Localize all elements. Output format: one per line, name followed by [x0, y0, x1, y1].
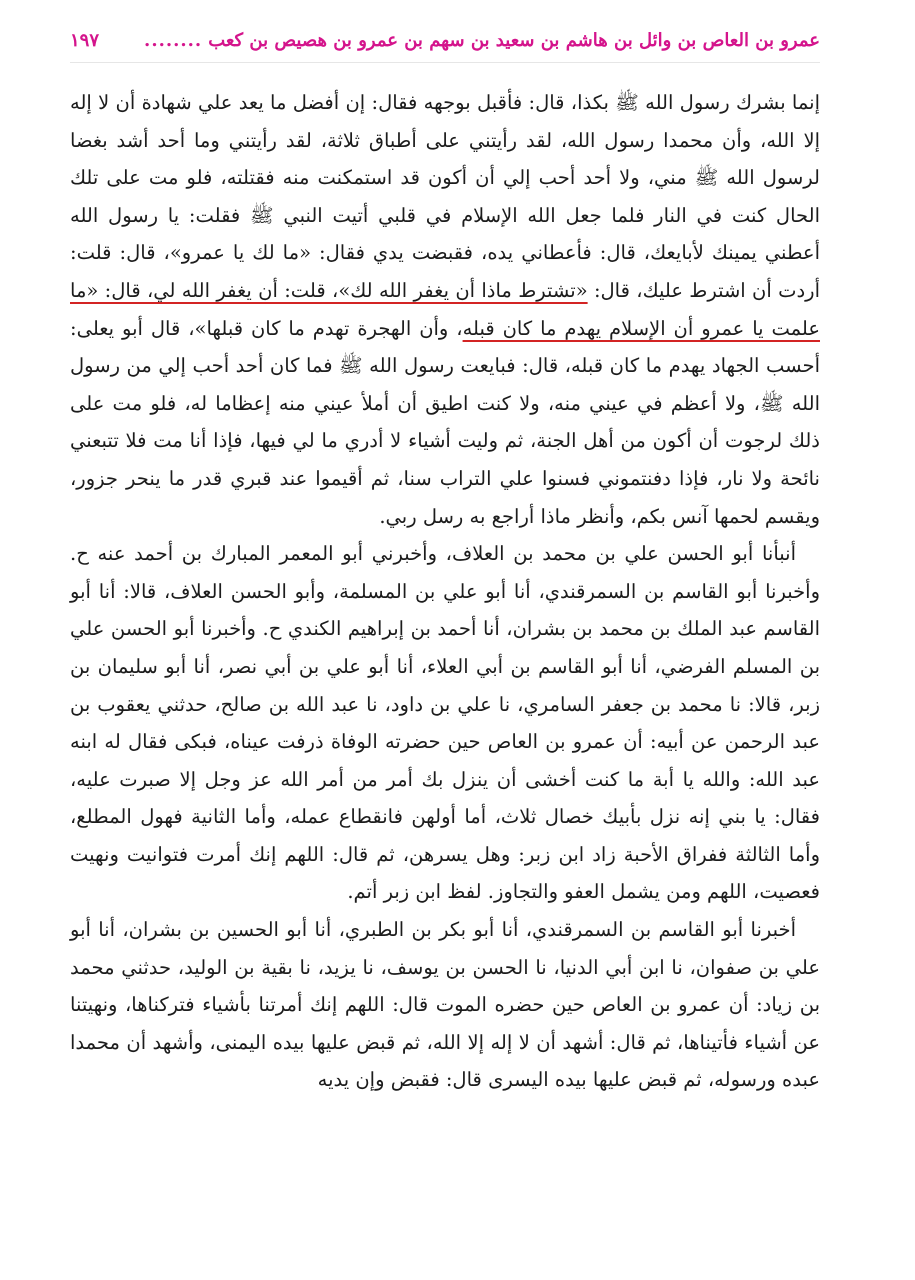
paragraph-1: [70, 84, 820, 535]
running-header: [70, 30, 820, 51]
paragraph-2: أنبأنا أبو الحسن علي بن محمد بن العلاف، وأخبرني أبو المعمر المبارك بن أحمد عنه ح. وأخبرنا أبو القاسم بن السمرقندي، أنا أبو علي بن المسلمة، وأبو الحسن العلاف، قالا: أنا أبو القاسم عبد الملك بن محمد بن بشران، أنا أحمد بن إبراهيم الكندي ح. وأخبرنا أبو الحسن علي بن المسلم الفرضي، أنا أبو القاسم بن أبي العلاء، أنا أبو علي بن أبي نصر، أنا أبو سليمان بن زبر، قالا: نا محمد بن جعفر السامري، نا علي بن داود، نا عبد الله بن صالح، حدثني يعقوب بن عبد الرحمن عن أبيه: أن عمرو بن العاص حين حضرته الوفاة ذرفت عيناه، فبكى فقال له ابنه عبد الله: والله يا أبة ما كنت أخشى أن ينزل بك أمر من أمر الله عز وجل إلا صبرت عليه، فقال: يا بني إنه نزل بأبيك خصال ثلاث، أما أولهن فانقطاع عمله، وأما الثانية فهول المطلع، وأما الثالثة ففراق الأحبة زاد ابن زبر: وهل يسرهن، ثم قال: اللهم إنك أمرت فتوانيت ونهيت فعصيت، اللهم ومن يشمل العفو والتجاوز. لفظ ابن زبر أتم.: [70, 542, 820, 904]
header-dots: ........: [144, 30, 203, 51]
page-number: ١٩٧: [70, 30, 100, 51]
highlighted-hadith: «تشترط ماذا أن يغفر الله لك»، قلت: أن يغفر الله لي، قال: «ما علمت يا عمرو أن الإسلام يهدم ما كان قبله: [70, 278, 820, 340]
body-text: [70, 84, 820, 1099]
paragraph-1-text-after: ، وأن الهجرة تهدم ما كان قبلها»، قال أبو يعلى: أحسب الجهاد يهدم ما كان قبله، قال: فبايعت رسول الله ﷺ فما كان أحد أحب إلي من رسول الله ﷺ، ولا أعظم في عيني منه، ولا كنت اطيق أن أملأ عيني منه إعظاما له، فلو مت على ذلك لرجوت أن أكون من أهل الجنة، ثم وليت أشياء لا أدري ما لي فيها، فإذا أنا مت فلا تتبعني نائحة ولا نار، فإذا دفنتموني فسنوا علي التراب سنا، ثم أقيموا عند قبري قدر ما ينحر جزور، ويقسم لحمها آنس بكم، وأنظر ماذا أراجع به رسل ربي.: [70, 316, 820, 528]
paragraph-3: أخبرنا أبو القاسم بن السمرقندي، أنا أبو بكر بن الطبري، أنا أبو الحسين بن بشران، أنا أبو علي بن صفوان، نا ابن أبي الدنيا، نا الحسن بن يوسف، نا يزيد، نا بقية بن الوليد، حدثني محمد بن زياد: أن عمرو بن العاص حين حضره الموت قال: اللهم إنك أمرتنا بأشياء فتركناها، ونهيتنا عن أشياء فأتيناها، ثم قال: أشهد أن لا إله إلا الله، ثم قبض عليها بيده اليمنى، وأشهد أن محمدا عبده ورسوله، ثم قبض عليها بيده اليسرى قال: فقبض وإن يديه: [70, 918, 820, 1092]
paragraph-1-text-before: إنما بشرك رسول الله ﷺ بكذا، قال: فأقبل بوجهه فقال: إن أفضل ما يعد علي شهادة أن لا إله إلا الله، وأن محمدا رسول الله، لقد رأيتني على أطباق ثلاثة، لقد رأيتني وما أحد أشد بغضا لرسول الله ﷺ مني، ولا أحد أحب إلي أن أكون قد استمكنت منه فقتلته، فلو مت على تلك الحال كنت في النار فلما جعل الله الإسلام في قلبي أتيت النبي ﷺ فقلت: يا رسول الله أعطني يمينك لأبايعك، قال: فأعطاني يده، فقبضت يدي فقال: «ما لك يا عمرو»، قال: قلت: أردت أن اشترط عليك، قال:: [70, 91, 820, 302]
running-title: عمرو بن العاص بن وائل بن هاشم بن سعيد بن سهم بن عمرو بن هصيص بن كعب: [208, 30, 820, 51]
header-divider: [70, 62, 820, 63]
